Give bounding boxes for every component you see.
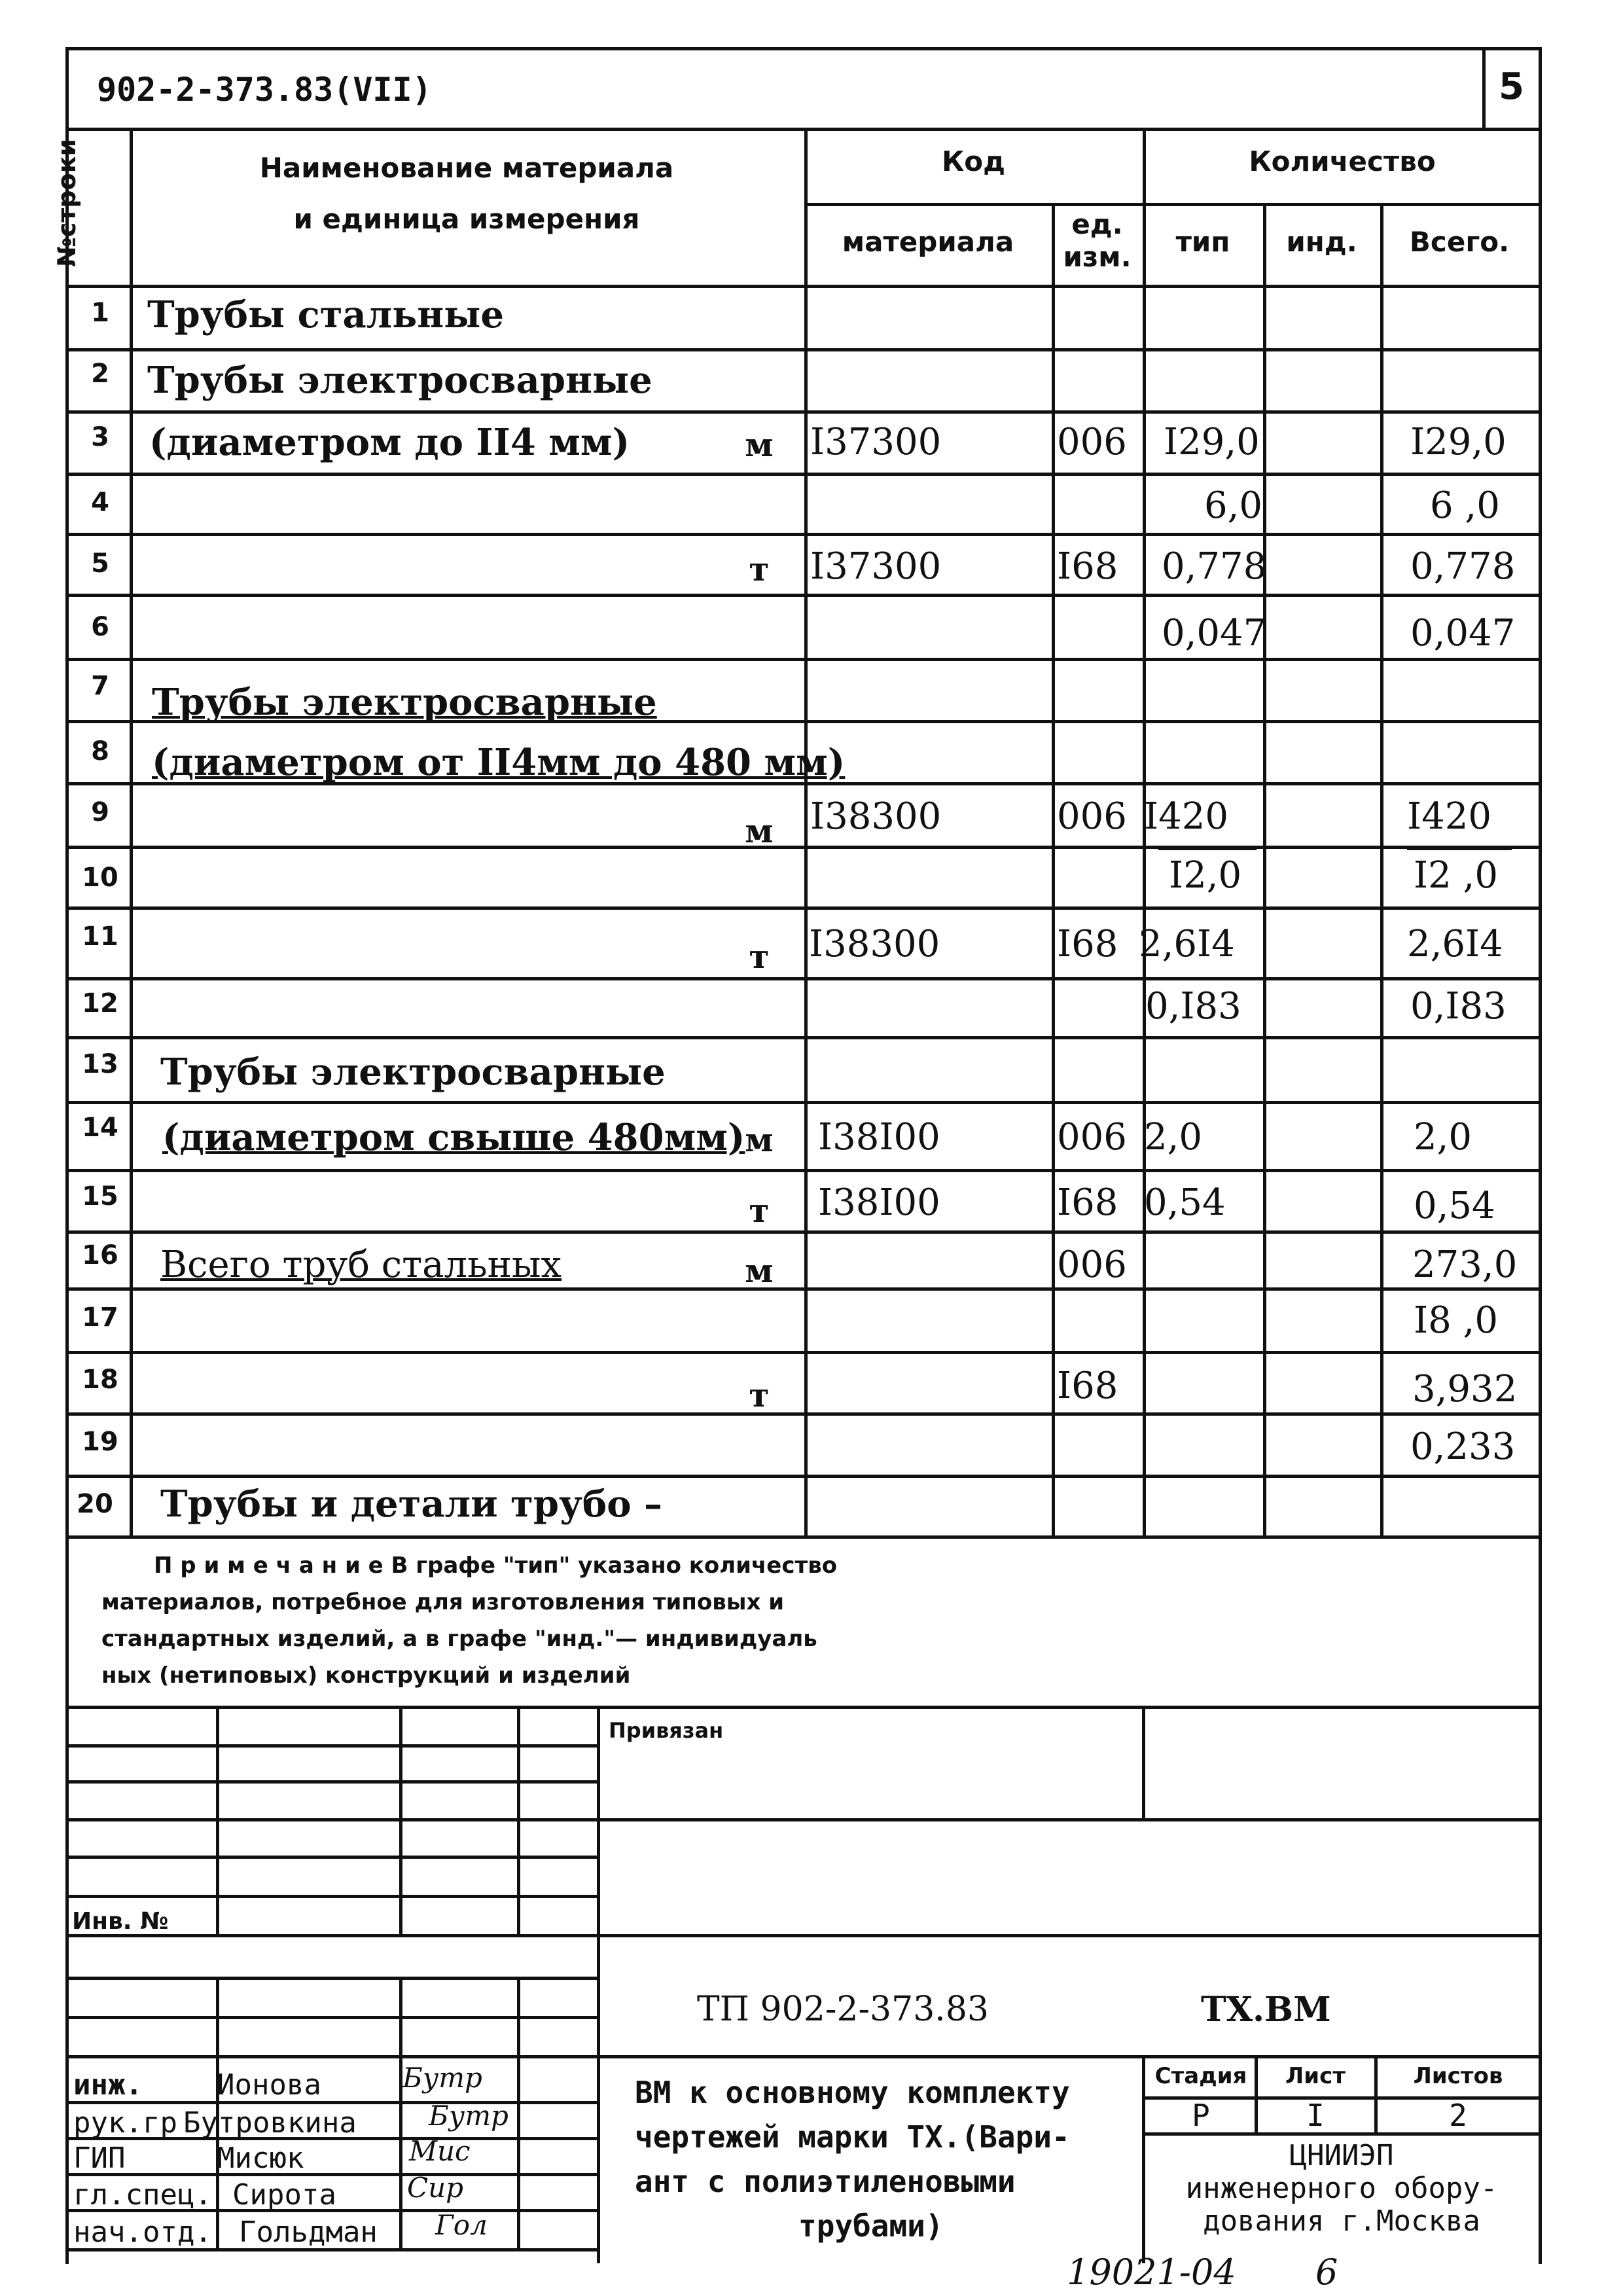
archive-number: 19021-04: [1067, 2251, 1236, 2293]
row-qty-type: I420: [1144, 795, 1229, 838]
doc-code: 902-2-373.83(VII): [97, 71, 432, 109]
row-number: 13: [82, 1049, 118, 1079]
row-code: I38I00: [818, 1181, 940, 1224]
col-code-unit-header-line2: изм.: [1063, 241, 1132, 273]
person-name: Бутровкина: [183, 2106, 357, 2140]
row-qty-total: I2 ,0: [1414, 854, 1498, 897]
col-row-no-header: №строки: [52, 139, 81, 267]
row-number: 20: [77, 1489, 113, 1519]
row-number: 10: [82, 863, 118, 893]
row-qty-type: 0,047: [1162, 612, 1267, 655]
row-name: Трубы электросварные: [147, 359, 652, 402]
sheets-value: 2: [1449, 2098, 1467, 2133]
note-line: материалов, потребное для изготовления типовых и: [101, 1589, 785, 1615]
row-qty-total: 3,932: [1412, 1368, 1518, 1410]
role-label: рук.гр: [73, 2106, 177, 2140]
row-number: 2: [91, 359, 109, 389]
role-label: гл.спец.: [73, 2178, 212, 2212]
row-number: 9: [91, 797, 109, 827]
description-line: ант с полиэтиленовыми: [635, 2164, 1016, 2199]
row-number: 8: [91, 736, 109, 766]
row-code: I37300: [810, 421, 942, 463]
row-unit-code: I68: [1057, 545, 1118, 588]
role-label: ГИП: [73, 2142, 126, 2175]
org-line: дования г.Москва: [1203, 2204, 1480, 2238]
signature: Мис: [409, 2135, 471, 2167]
stage-label: Стадия: [1154, 2063, 1247, 2089]
row-qty-total: I420: [1407, 795, 1492, 838]
row-unit-code: I68: [1057, 1365, 1118, 1407]
person-name: Мисюк: [217, 2142, 304, 2175]
col-qty-ind-header: инд.: [1286, 226, 1357, 258]
sheets-label: Листов: [1413, 2063, 1503, 2089]
row-number: 17: [82, 1302, 118, 1333]
description-line: ВМ к основному комплекту: [635, 2075, 1070, 2110]
row-number: 15: [82, 1181, 118, 1211]
row-qty-type: 0,I83: [1145, 985, 1241, 1028]
row-qty-total: 6 ,0: [1430, 484, 1500, 527]
row-number: 14: [82, 1113, 118, 1143]
row-unit-code: 006: [1057, 795, 1127, 838]
row-qty-total: 273,0: [1412, 1244, 1518, 1286]
col-qty-type-header: тип: [1175, 226, 1230, 258]
org-line: инженерного обору-: [1185, 2172, 1498, 2205]
row-name: Трубы стальные: [147, 293, 504, 336]
sheet-label: Лист: [1285, 2063, 1346, 2089]
row-name: (диаметром от II4мм до 480 мм): [152, 741, 846, 784]
row-name: (диаметром до II4 мм): [149, 421, 630, 464]
row-qty-type: 2,6I4: [1139, 923, 1235, 965]
row-qty-type: 6,0: [1204, 484, 1263, 527]
row-qty-type: 0,54: [1144, 1181, 1226, 1224]
drawing-mark: ТХ.ВМ: [1201, 1990, 1331, 2030]
note-line: стандартных изделий, а в графе "инд."— индивидуаль: [101, 1626, 817, 1652]
row-name: Трубы электросварные: [152, 681, 657, 724]
org-line: ЦНИИЭП: [1289, 2139, 1394, 2172]
page-number: 5: [1499, 65, 1524, 108]
description-line: чертежей марки ТХ.(Вари-: [635, 2119, 1070, 2155]
row-number: 19: [82, 1427, 118, 1457]
row-code: I37300: [810, 545, 942, 588]
row-code: I38I00: [818, 1116, 940, 1158]
row-qty-total: 0,047: [1410, 612, 1516, 655]
row-qty-total: I8 ,0: [1414, 1299, 1498, 1342]
privyazan-label: Привязан: [609, 1718, 724, 1743]
row-number: 3: [91, 422, 109, 452]
row-number: 12: [82, 988, 118, 1018]
col-code-header: Код: [941, 145, 1006, 177]
col-name-header-line1: Наименование материала: [259, 152, 674, 184]
person-name: Ионова: [217, 2068, 321, 2102]
row-unit: м: [745, 425, 774, 464]
person-name: Сирота: [232, 2178, 336, 2212]
col-qty-total-header: Всего.: [1409, 226, 1510, 258]
row-unit: т: [749, 1191, 770, 1230]
col-code-unit-header-line1: ед.: [1071, 208, 1123, 240]
row-number: 5: [91, 548, 109, 579]
row-number: 4: [91, 488, 109, 518]
row-unit: м: [745, 1121, 774, 1159]
row-name: Трубы и детали трубо –: [160, 1482, 663, 1526]
row-name: Трубы электросварные: [160, 1050, 666, 1094]
stage-value: Р: [1192, 2098, 1210, 2133]
role-label: инж.: [73, 2068, 143, 2102]
row-name: Всего труб стальных: [160, 1244, 562, 1286]
signature: Гол: [435, 2209, 488, 2241]
row-unit: т: [749, 550, 770, 588]
row-qty-total: 0,233: [1410, 1426, 1516, 1468]
row-number: 7: [91, 671, 109, 701]
row-unit-code: I68: [1057, 923, 1118, 965]
archive-page: 6: [1315, 2251, 1338, 2293]
signature: Бутр: [429, 2100, 508, 2132]
row-unit: т: [749, 937, 770, 976]
col-name-header-line2: и единица измерения: [293, 203, 640, 235]
row-unit: т: [749, 1376, 770, 1414]
row-number: 18: [82, 1365, 118, 1395]
signature: Сир: [407, 2172, 464, 2204]
row-unit-code: 006: [1057, 421, 1127, 463]
row-unit-code: 006: [1057, 1244, 1127, 1286]
signature: Бутр: [402, 2062, 482, 2094]
row-unit-code: I68: [1057, 1181, 1118, 1224]
row-qty-total: I29,0: [1410, 421, 1507, 463]
row-unit: м: [745, 812, 774, 850]
row-qty-total: 0,54: [1414, 1185, 1495, 1227]
row-qty-type: I29,0: [1164, 421, 1260, 463]
role-label: нач.отд.: [73, 2215, 212, 2249]
row-number: 16: [82, 1240, 118, 1270]
row-qty-type: I2,0: [1169, 854, 1242, 897]
row-unit-code: 006: [1057, 1116, 1127, 1158]
row-code: I38300: [809, 923, 940, 965]
row-name: (диаметром свыше 480мм): [162, 1116, 745, 1159]
row-code: I38300: [810, 795, 942, 838]
row-number: 11: [82, 922, 118, 952]
row-qty-type: 0,778: [1162, 545, 1267, 588]
inv-no-label: Инв. №: [72, 1908, 169, 1935]
row-number: 1: [91, 298, 109, 328]
row-unit: м: [745, 1251, 774, 1290]
row-qty-type: 2,0: [1144, 1116, 1203, 1158]
col-code-material-header: материала: [842, 226, 1014, 258]
note-line: П р и м е ч а н и е В графе "тип" указано количество: [154, 1552, 838, 1579]
col-quantity-header: Количество: [1249, 145, 1436, 177]
person-name: Гольдман: [239, 2215, 378, 2249]
row-qty-total: 0,778: [1410, 545, 1516, 588]
row-qty-total: 2,6I4: [1407, 923, 1503, 965]
note-line: ных (нетиповых) конструкций и изделий: [101, 1662, 631, 1689]
row-number: 6: [91, 612, 109, 642]
row-qty-total: 2,0: [1414, 1116, 1472, 1158]
description-line: трубами): [798, 2208, 944, 2244]
row-qty-total: 0,I83: [1410, 985, 1507, 1028]
sheet-value: I: [1306, 2098, 1325, 2133]
project-code: ТП 902-2-373.83: [697, 1990, 989, 2029]
